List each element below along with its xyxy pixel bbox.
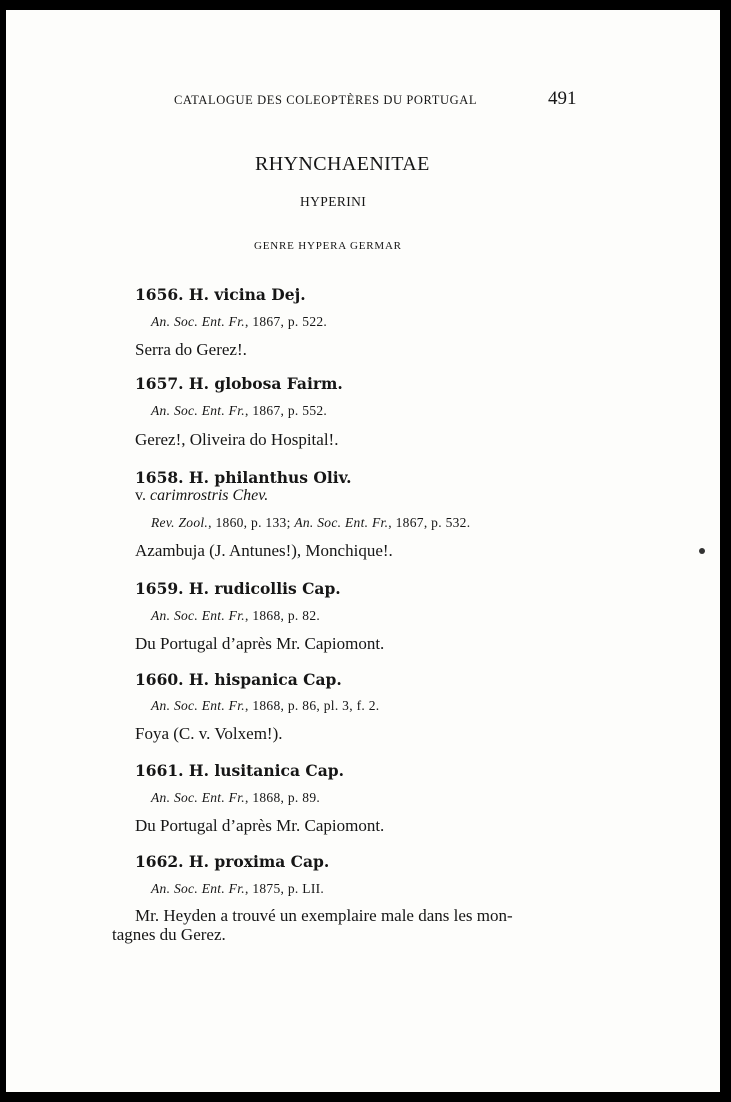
family-heading: RHYNCHAENITAE (255, 153, 430, 175)
reference-detail: , 1868, p. 89. (244, 790, 321, 805)
reference-detail: , 1875, p. LII. (244, 881, 325, 896)
journal-title: An. Soc. Ent. Fr. (151, 790, 245, 805)
journal-title: An. Soc. Ent. Fr. (151, 881, 245, 896)
species-heading: 1656. H. vicina Dej. (135, 285, 306, 304)
synonym-prefix: v. (135, 487, 146, 504)
running-title: CATALOGUE DES COLEOPTÈRES DU PORTUGAL (174, 93, 478, 107)
locality: Du Portugal d’après Mr. Capiomont. (135, 816, 385, 835)
locality: Du Portugal d’après Mr. Capiomont. (135, 634, 385, 653)
reference-detail: , 1868, p. 82. (244, 608, 321, 623)
reference-detail: , 1867, p. 532. (388, 515, 471, 530)
reference (151, 698, 379, 714)
reference (151, 608, 320, 624)
species-heading: 1660. H. hispanica Cap. (135, 670, 342, 689)
synonym-name: carimrostris Chev. (149, 487, 269, 504)
reference (151, 515, 470, 531)
closing-note-line: tagnes du Gerez. (112, 925, 226, 944)
species-heading: 1662. H. proxima Cap. (135, 852, 330, 871)
journal-title: An. Soc. Ent. Fr. (294, 515, 389, 530)
reference-detail: , 1867, p. 552. (244, 403, 328, 418)
tribe-heading: HYPERINI (300, 194, 367, 209)
species-heading: 1661. H. lusitanica Cap. (135, 761, 344, 780)
journal-title: An. Soc. Ent. Fr. (151, 403, 245, 418)
reference-detail: , 1868, p. 86, pl. 3, f. 2. (244, 698, 380, 713)
locality: Foya (C. v. Volxem!). (135, 724, 283, 743)
genus-heading: GENRE HYPERA GERMAR (254, 240, 402, 252)
page-number: 491 (548, 88, 577, 109)
species-heading: 1657. H. globosa Fairm. (135, 374, 343, 393)
closing-note-line: Mr. Heyden a trouvé un exemplaire male dans les mon- (135, 906, 513, 925)
species-heading: 1658. H. philanthus Oliv. (135, 468, 352, 487)
locality: Serra do Gerez!. (135, 340, 247, 359)
reference (151, 314, 327, 330)
journal-title: An. Soc. Ent. Fr. (151, 314, 245, 329)
journal-title: An. Soc. Ent. Fr. (151, 608, 245, 623)
reference-detail: , 1867, p. 522. (244, 314, 328, 329)
locality: Gerez!, Oliveira do Hospital!. (135, 430, 339, 449)
reference (151, 881, 324, 897)
ink-spot (699, 548, 705, 554)
reference (151, 790, 320, 806)
reference (151, 403, 327, 419)
journal-title: Rev. Zool. (151, 515, 209, 530)
synonym (135, 487, 268, 505)
species-heading: 1659. H. rudicollis Cap. (135, 579, 341, 598)
locality: Azambuja (J. Antunes!), Monchique!. (135, 541, 393, 560)
book-page (6, 10, 720, 1092)
reference-detail: , 1860, p. 133; (208, 515, 295, 530)
journal-title: An. Soc. Ent. Fr. (151, 698, 245, 713)
